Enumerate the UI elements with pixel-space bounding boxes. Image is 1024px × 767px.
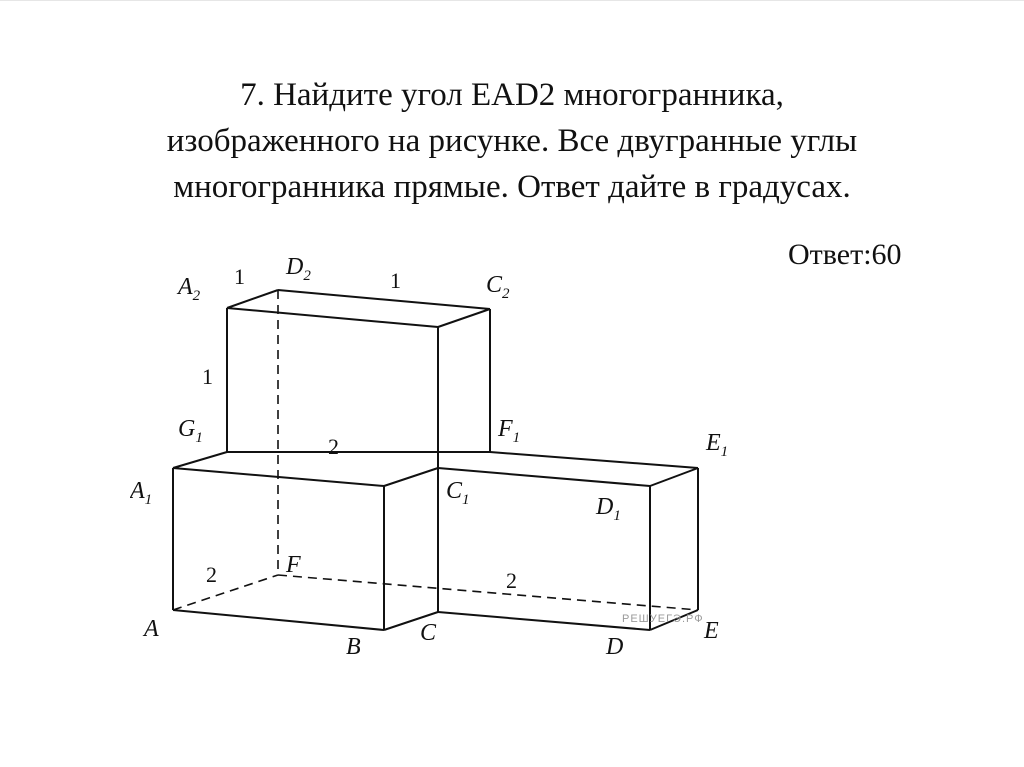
watermark: РЕШУЕГЭ.РФ [622, 613, 704, 625]
length-a2-g1: 1 [202, 364, 213, 389]
label-a1: $A_1$ [130, 478, 153, 508]
edge-a2-top-front [227, 308, 438, 327]
label-d1: $D_1$ [596, 494, 621, 524]
edge-f1-e1 [490, 452, 698, 468]
problem-line-3: многогранника прямые. Ответ дайте в градусах. [173, 169, 851, 205]
label-d: D [606, 634, 624, 660]
label-g1: $G_1$ [178, 416, 203, 446]
top-divider [0, 0, 1024, 1]
edge-c1-d1 [438, 468, 650, 486]
edge-a2-d2 [227, 290, 278, 308]
solid-edges [173, 290, 698, 630]
label-c2: $C_2$ [486, 272, 510, 302]
problem-line-1: 7. Найдите угол EAD2 многогранника, [240, 77, 784, 113]
label-e: E [704, 618, 719, 644]
label-a: A [144, 616, 159, 642]
label-d2: $D_2$ [286, 254, 311, 284]
answer-text: Ответ:60 [788, 238, 902, 271]
edge-top-front-c2 [438, 309, 490, 327]
edge-d2-c2 [278, 290, 490, 309]
length-f-e: 2 [506, 568, 517, 593]
label-c1: $C_1$ [446, 478, 470, 508]
edge-a-f [173, 575, 278, 610]
edge-mid-c1 [384, 468, 438, 486]
length-a2-d2: 1 [234, 264, 245, 289]
label-a2: $A_2$ [178, 274, 201, 304]
length-top-mid: 2 [328, 434, 339, 459]
label-f1: $F_1$ [498, 416, 521, 446]
edge-a-b [173, 610, 384, 630]
edge-c-d [438, 612, 650, 630]
polyhedron-drawing [130, 240, 770, 660]
polyhedron-figure [130, 240, 770, 660]
label-e1: $E_1$ [706, 430, 729, 460]
label-f: F [286, 552, 301, 578]
problem-statement [60, 72, 964, 210]
hidden-edges [173, 290, 698, 610]
problem-line-2: изображенного на рисунке. Все двугранные углы [166, 123, 858, 159]
edge-f-e [278, 575, 698, 610]
edge-a1-g1 [173, 452, 227, 468]
length-d2-c2: 1 [390, 268, 401, 293]
label-b: B [346, 634, 361, 660]
edge-d1-e1 [650, 468, 698, 486]
length-a-f: 2 [206, 562, 217, 587]
label-c: C [420, 620, 437, 646]
